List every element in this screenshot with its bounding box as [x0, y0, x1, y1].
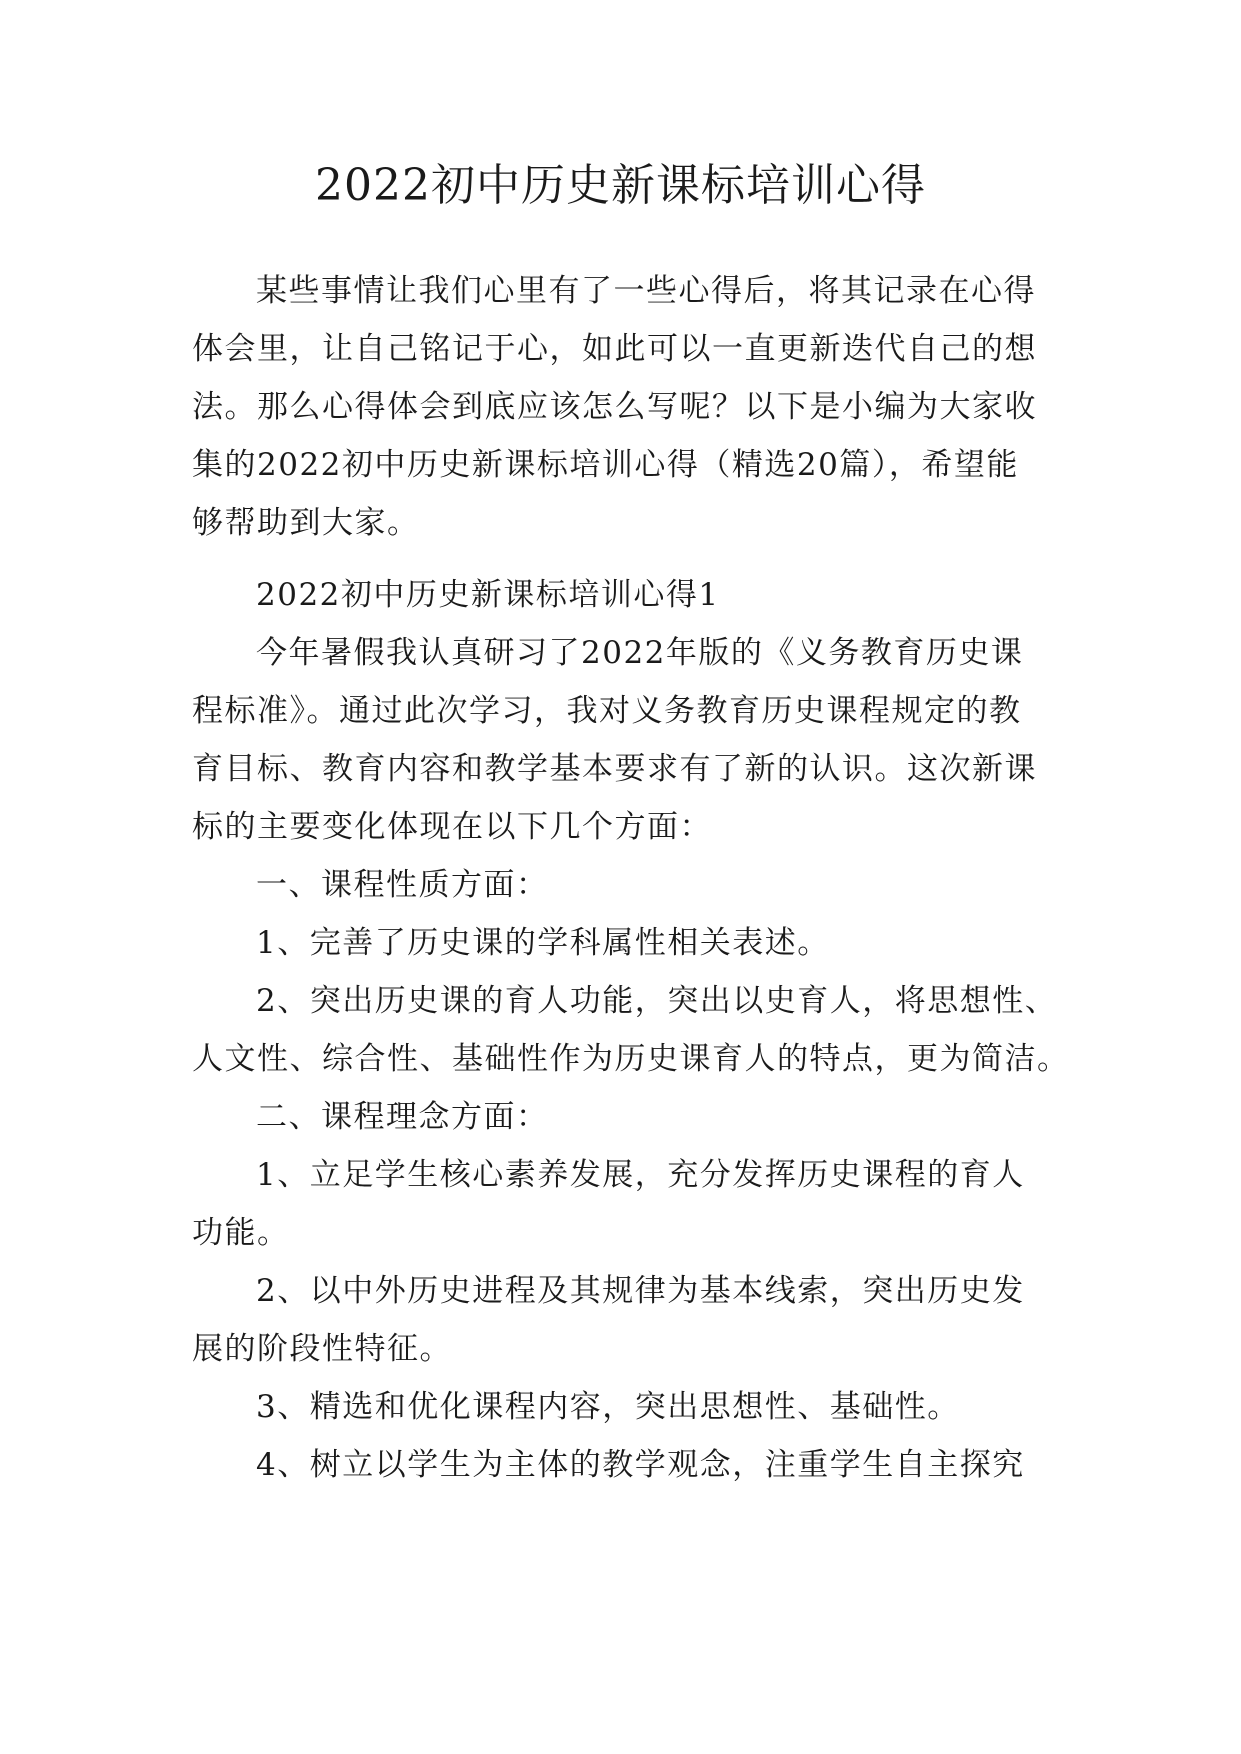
body-line: 1、立足学生核心素养发展，充分发挥历史课程的育人 [256, 1157, 1025, 1193]
section-heading-block [192, 566, 1052, 624]
body-line: 育目标、教育内容和教学基本要求有了新的认识。这次新课 [192, 751, 1037, 787]
section-heading: 2022初中历史新课标培训心得1 [256, 577, 720, 613]
intro-paragraph [192, 262, 1052, 552]
body-line: 3、精选和优化课程内容，突出思想性、基础性。 [256, 1389, 960, 1425]
body-line: 4、树立以学生为主体的教学观念，注重学生自主探究 [256, 1447, 1025, 1483]
section-body [192, 624, 1070, 1494]
intro-line: 某些事情让我们心里有了一些心得后，将其记录在心得 [256, 273, 1036, 309]
body-line: 今年暑假我认真研习了2022年版的《义务教育历史课 [256, 635, 1024, 671]
intro-line: 法。那么心得体会到底应该怎么写呢？以下是小编为大家收 [192, 389, 1037, 425]
body-line: 二、课程理念方面： [256, 1099, 549, 1135]
body-line: 人文性、综合性、基础性作为历史课育人的特点，更为简洁。 [192, 1041, 1070, 1077]
body-line: 1、完善了历史课的学科属性相关表述。 [256, 925, 830, 961]
body-line: 展的阶段性特征。 [192, 1331, 452, 1367]
intro-line: 体会里，让自己铭记于心，如此可以一直更新迭代自己的想 [192, 331, 1037, 367]
body-line: 标的主要变化体现在以下几个方面： [192, 809, 712, 845]
body-line: 功能。 [192, 1215, 290, 1251]
body-line: 程标准》。通过此次学习，我对义务教育历史课程规定的教 [192, 693, 1022, 729]
body-line: 一、课程性质方面： [256, 867, 549, 903]
intro-line: 够帮助到大家。 [192, 505, 420, 541]
document-title: 2022初中历史新课标培训心得 [315, 160, 926, 211]
body-line: 2、突出历史课的育人功能，突出以史育人，将思想性、 [256, 983, 1058, 1019]
intro-line: 集的2022初中历史新课标培训心得（精选20篇），希望能 [192, 447, 1019, 483]
body-line: 2、以中外历史进程及其规律为基本线索，突出历史发 [256, 1273, 1025, 1309]
